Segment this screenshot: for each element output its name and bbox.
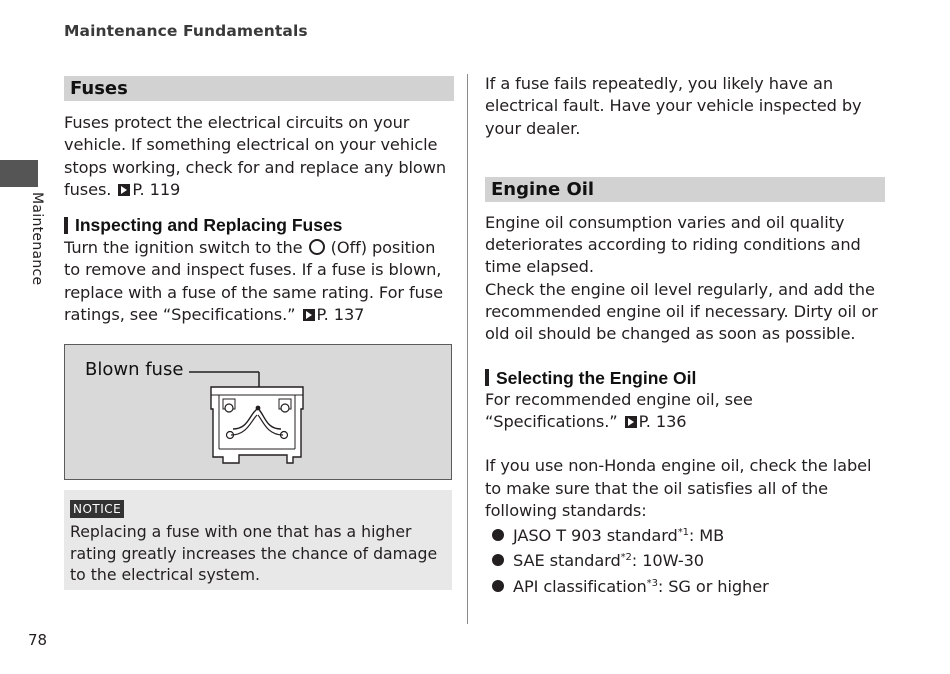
section-tab-label: Maintenance <box>29 192 45 286</box>
subheading-bar-icon <box>64 217 68 234</box>
engine-oil-paragraph-2: Check the engine oil level regularly, and add the recommended engine oil if necessary. Dirty oil or old oil should be changed as soon as possible. <box>485 279 878 344</box>
footnote-marker: *2 <box>620 552 632 564</box>
page-ref-arrow-icon <box>625 416 637 428</box>
notice-text: Replacing a fuse with one that has a higher rating greatly increases the chance of damage to the electrical system. <box>70 522 438 584</box>
column-divider <box>467 74 468 624</box>
standard-label: JASO T 903 standard <box>513 526 678 546</box>
inspecting-text-before-icon: Turn the ignition switch to the <box>64 238 303 258</box>
standard-label: API classification <box>513 576 647 596</box>
oil-specs-page-ref[interactable]: P. 136 <box>638 411 687 431</box>
fuses-intro-text: Fuses protect the electrical circuits on your vehicle. If something electrical on your vehicle stops working, check for and replace any blown fuses. <box>64 113 447 199</box>
notice-badge: NOTICE <box>70 500 124 518</box>
list-item <box>485 573 885 598</box>
right-column <box>485 73 885 598</box>
standard-value: : SG or higher <box>657 576 769 596</box>
list-item <box>485 547 885 572</box>
page-ref-arrow-icon <box>303 309 315 321</box>
inspecting-fuses-subheading-text: Inspecting and Replacing Fuses <box>75 215 343 236</box>
page-ref-arrow-icon <box>118 184 130 196</box>
non-honda-oil-paragraph: If you use non-Honda engine oil, check the label to make sure that the oil satisfies all of the following standards: <box>485 456 872 520</box>
bullet-icon <box>492 580 504 592</box>
standard-label: SAE standard <box>513 551 621 571</box>
ignition-off-icon <box>309 239 325 255</box>
left-column <box>64 76 454 584</box>
list-item <box>485 522 885 547</box>
fuse-ratings-page-ref[interactable]: P. 137 <box>316 305 365 325</box>
fuse-fault-paragraph: If a fuse fails repeatedly, you likely have an electrical fault. Have your vehicle inspected by your dealer. <box>485 74 862 138</box>
running-header: Maintenance Fundamentals <box>64 22 308 40</box>
oil-standards-list <box>485 522 885 598</box>
page-number: 78 <box>28 631 48 649</box>
selecting-oil-subheading <box>485 367 885 389</box>
inspecting-text-after-icon: (Off) position to remove and inspect fuses. If a fuse is blown, replace with a fuse of the same rating. For fuse ratings, see “Specifications.” <box>64 238 443 325</box>
section-tab-marker <box>0 160 38 187</box>
selecting-oil-text: For recommended engine oil, see “Specifications.” <box>485 389 753 431</box>
bullet-icon <box>492 554 504 566</box>
selecting-oil-subheading-text: Selecting the Engine Oil <box>496 367 697 388</box>
notice-box <box>64 490 452 590</box>
standard-value: : MB <box>688 526 725 546</box>
fuses-intro-paragraph <box>64 112 454 201</box>
selecting-oil-paragraph <box>485 389 885 434</box>
fuses-heading: Fuses <box>64 76 454 101</box>
inspecting-fuses-subheading <box>64 214 454 236</box>
blown-fuse-label: Blown fuse <box>85 359 184 380</box>
subheading-bar-icon <box>485 369 489 386</box>
footnote-marker: *1 <box>677 527 689 539</box>
standard-value: : 10W-30 <box>631 551 704 571</box>
blown-fuse-illustration <box>64 344 452 480</box>
footnote-marker: *3 <box>646 577 658 589</box>
engine-oil-paragraph-1: Engine oil consumption varies and oil quality deteriorates according to riding conditions and time elapsed. <box>485 212 861 277</box>
fuses-intro-page-ref[interactable]: P. 119 <box>132 179 181 199</box>
engine-oil-heading: Engine Oil <box>485 177 885 202</box>
inspecting-fuses-paragraph <box>64 237 454 326</box>
bullet-icon <box>492 529 504 541</box>
